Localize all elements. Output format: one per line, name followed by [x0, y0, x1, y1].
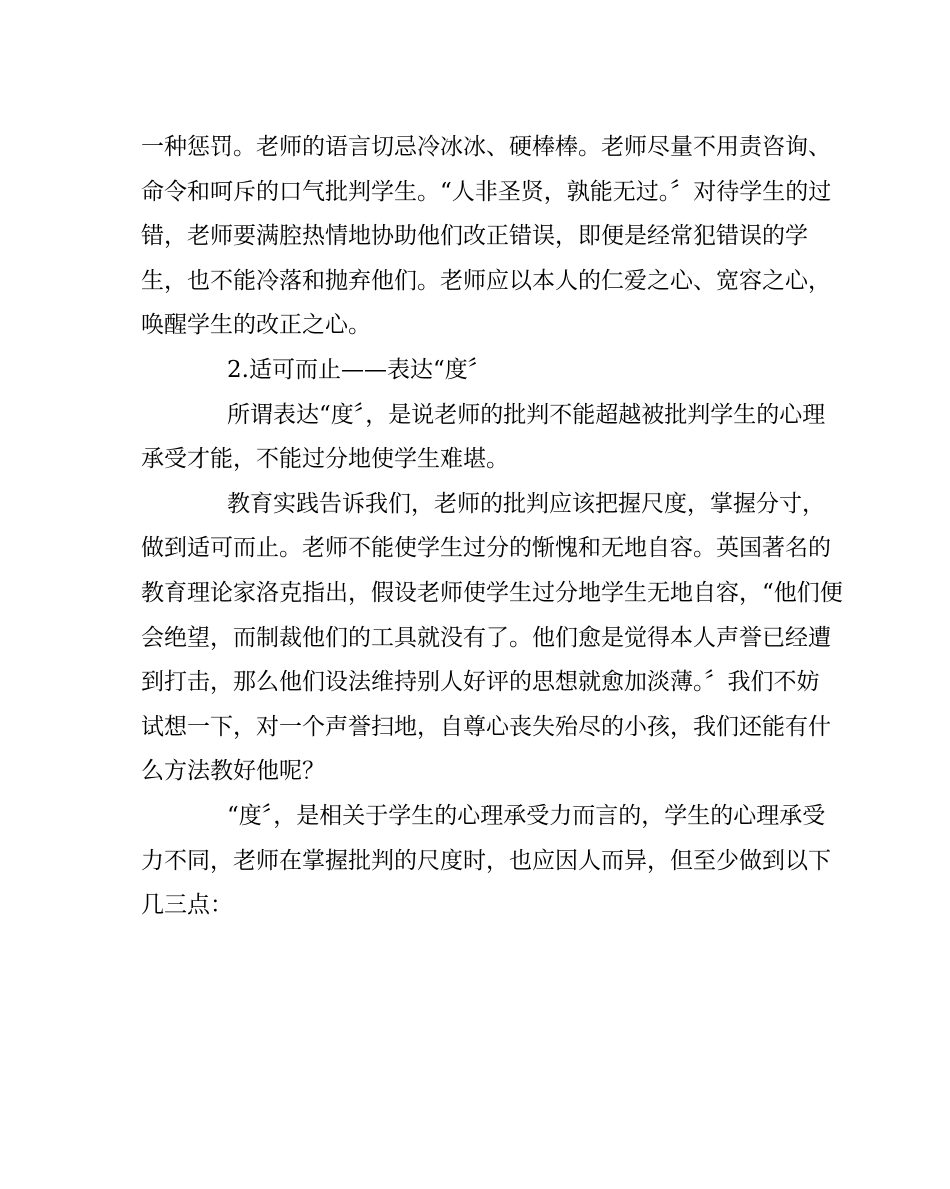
section-heading [141, 348, 806, 393]
text-line: 命令和呵斥的口气批判学生。“人非圣贤，孰能无过。〞对待学生的过 [141, 178, 832, 205]
text-line: 唤醒学生的改正之心。 [141, 312, 371, 339]
text-line: 教育实践告诉我们，老师的批判应该把握尺度，掌握分寸， [227, 490, 825, 517]
text-line: 会绝望，而制裁他们的工具就没有了。他们愈是觉得本人声誉已经遭 [141, 624, 831, 651]
paragraph-discipline-language [141, 125, 832, 348]
text-line: 所谓表达“度〞，是说老师的批判不能超越被批判学生的心理 [227, 401, 826, 428]
document-body [141, 125, 843, 928]
text-line: 一种惩罚。老师的语言切忌冷冰冰、硬棒棒。老师尽量不用责咨询、 [141, 134, 831, 160]
paragraph-degree [141, 794, 831, 928]
paragraph-definition [141, 393, 826, 482]
text-line: 到打击，那么他们设法维持别人好评的思想就愈加淡薄。〞我们不妨 [141, 669, 820, 696]
text-line: 几三点： [141, 892, 233, 919]
text-line: 承受才能，不能过分地使学生难堪。 [141, 446, 509, 473]
text-line: 错，老师要满腔热情地协助他们改正错误，即便是经常犯错误的学 [141, 223, 808, 250]
text-line: 生，也不能冷落和抛弃他们。老师应以本人的仁爱之心、宽容之心， [141, 267, 831, 294]
text-line: 力不同，老师在掌握批判的尺度时，也应因人而异，但至少做到以下 [141, 847, 831, 874]
heading-line: 2.适可而止——表达“度〞 [227, 356, 491, 383]
text-line: 么方法教好他呢？ [141, 758, 325, 785]
paragraph-practice [141, 482, 843, 794]
text-line: 做到适可而止。老师不能使学生过分的惭愧和无地自容。英国著名的 [141, 535, 831, 562]
text-line: “度〞，是相关于学生的心理承受力而言的，学生的心理承受 [227, 802, 826, 829]
text-line: 教育理论家洛克指出，假设老师使学生过分地学生无地自容，“他们便 [141, 579, 843, 606]
text-line: 试想一下，对一个声誉扫地，自尊心丧失殆尽的小孩，我们还能有什 [141, 713, 831, 740]
